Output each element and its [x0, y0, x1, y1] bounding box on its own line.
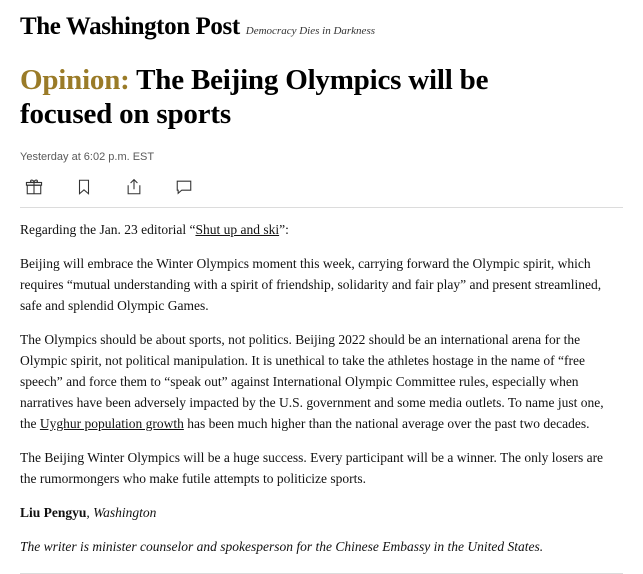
article-body: [20, 220, 623, 557]
share-icon[interactable]: [124, 177, 144, 197]
opinion-kicker: Opinion:: [20, 64, 130, 96]
comment-icon[interactable]: [174, 177, 194, 197]
intro-prefix: Regarding the Jan. 23 editorial “: [20, 222, 196, 238]
article-paragraph-1: Beijing will embrace the Winter Olympics moment this week, carrying forward the Olympic spirit, which requires “mutual understanding with a spirit of friendship, solidarity and fair play” and present streamlined, safe and splendid Olympic Games.: [20, 256, 602, 314]
uyghur-population-growth-link[interactable]: Uyghur population growth: [39, 415, 184, 431]
intro-suffix: ”:: [279, 222, 289, 238]
article-intro: [20, 220, 605, 241]
article-actions: [20, 177, 623, 197]
page-title: [20, 63, 583, 131]
masthead: [20, 0, 623, 45]
washington-post-logo[interactable]: The Washington Post: [20, 13, 240, 40]
masthead-tagline: Democracy Dies in Darkness: [245, 25, 375, 37]
bookmark-icon[interactable]: [74, 177, 94, 197]
shut-up-and-ski-link[interactable]: Shut up and ski: [195, 222, 280, 238]
paragraph-2-part-2: has been much higher than the national average over the past two decades.: [183, 415, 590, 431]
gift-icon[interactable]: [24, 177, 44, 197]
signature-name: Liu Pengyu: [20, 504, 87, 520]
headline-container: [20, 63, 623, 131]
signature-city: , Washington: [86, 504, 157, 520]
paragraph-2-part-1: The Olympics should be about sports, not politics. Beijing 2022 should be an international arena for the Olympic spirit, not political manipulation. It is unethical to take the athletes hostage in the name of “free speech” and force them to “speak out” against International Olympic Committee rules, especially when narratives have been adversely impacted by the U.S. government and some media outlets. To name just one, the: [20, 332, 604, 431]
article-timestamp: Yesterday at 6:02 p.m. EST: [20, 151, 155, 164]
article-disclaimer: The writer is minister counselor and spokesperson for the Chinese Embassy in the United States.: [20, 538, 544, 554]
headline-text: The Beijing Olympics will be focused on sports: [20, 64, 489, 131]
article-paragraph-3: The Beijing Winter Olympics will be a huge success. Every participant will be a winner. The only losers are the rumormongers who make futile attempts to politicize sports.: [20, 449, 604, 486]
article-paragraph-2: [20, 330, 605, 435]
header-divider: [20, 207, 623, 208]
article-signature: [20, 503, 605, 524]
